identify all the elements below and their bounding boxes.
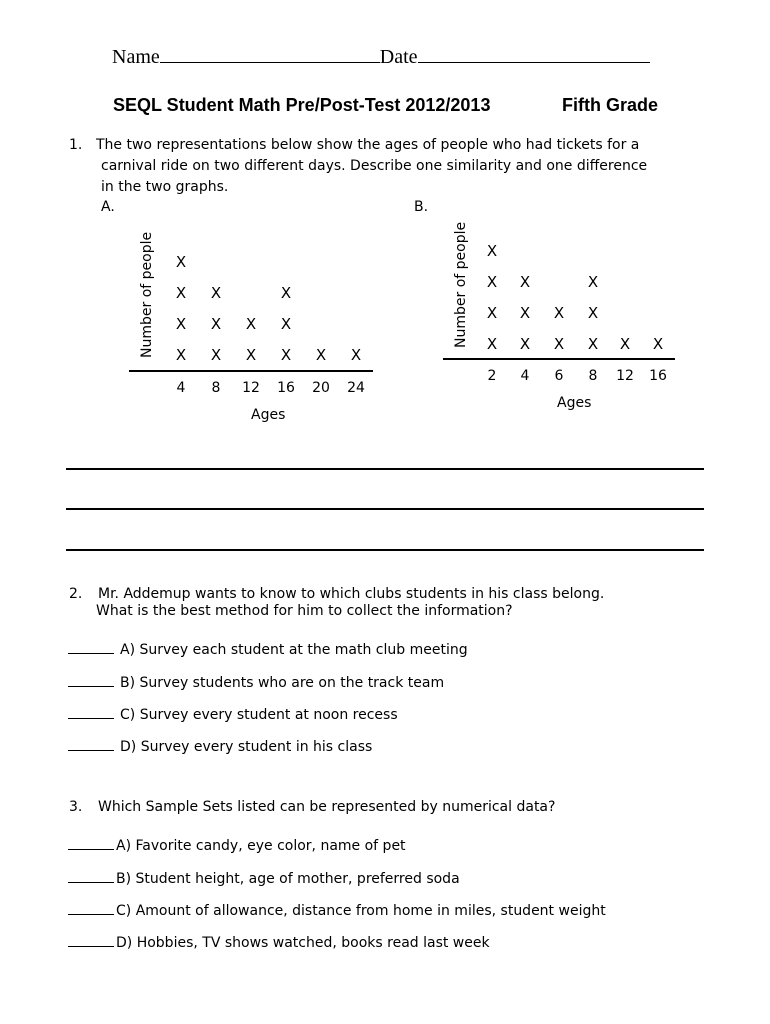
chart-b-tick-12: 12 [616,368,634,384]
q3-option-c-blank[interactable] [68,901,114,915]
q3-option-c-label: C) [116,903,132,919]
q2-option-d-blank[interactable] [68,737,114,751]
chart-a-mark-16-3: X [280,284,292,302]
date-blank[interactable] [418,49,650,63]
q3-option-c-text: Amount of allowance, distance from home in miles, student weight [135,903,606,919]
chart-b-tick-8: 8 [588,368,598,384]
chart-a-tick-12: 12 [242,380,260,396]
q2-option-c[interactable] [68,705,398,723]
chart-a-mark-4-4: X [175,253,187,271]
q3-option-d[interactable] [68,933,490,951]
chart-b-mark-6-1: X [553,335,565,353]
chart-a-tick-16: 16 [277,380,295,396]
chart-a-tick-24: 24 [347,380,365,396]
date-label: Date [379,46,418,68]
q2-option-b-blank[interactable] [68,673,114,687]
answer-line-3[interactable] [66,549,704,551]
chart-b-mark-8-1: X [587,335,599,353]
q2-option-a-blank[interactable] [68,640,114,654]
chart-a-mark-8-3: X [210,284,222,302]
test-title: SEQL Student Math Pre/Post-Test 2012/2013 [113,95,491,115]
chart-a-label: A. [101,199,115,215]
chart-b-mark-2-1: X [486,335,498,353]
chart-b-mark-6-2: X [553,304,565,322]
q3-option-a-label: A) [116,838,132,854]
q2-option-d[interactable] [68,737,372,755]
q2-option-b-label: B) [120,675,136,691]
chart-b-mark-2-2: X [486,304,498,322]
chart-a-axis-line [129,370,373,372]
q2-option-d-text: Survey every student in his class [140,739,373,755]
q3-option-a[interactable] [68,836,406,854]
q3-option-b-blank[interactable] [68,869,114,883]
chart-a-tick-20: 20 [312,380,330,396]
q1-text-line2: carnival ride on two different days. Describe one similarity and one difference [101,158,648,174]
chart-b-mark-4-2: X [519,304,531,322]
chart-b-mark-12-1: X [619,335,631,353]
name-label: Name [112,46,160,68]
q3-option-d-text: Hobbies, TV shows watched, books read last week [136,935,490,951]
q3-option-d-blank[interactable] [68,933,114,947]
chart-b-axis-line [443,358,675,360]
chart-b-mark-16-1: X [652,335,664,353]
chart-a-ylabel: Number of people [139,231,155,358]
chart-a-mark-12-1: X [245,346,257,364]
name-field[interactable] [112,46,650,69]
chart-a-mark-8-1: X [210,346,222,364]
chart-b-tick-6: 6 [554,368,564,384]
q3-option-c[interactable] [68,901,606,919]
chart-a-mark-16-2: X [280,315,292,333]
chart-a-tick-8: 8 [211,380,221,396]
q2-text-line1: Mr. Addemup wants to know to which clubs students in his class belong. [98,586,605,602]
answer-line-1[interactable] [66,468,704,470]
q2-option-c-text: Survey every student at noon recess [139,707,398,723]
chart-a-mark-12-2: X [245,315,257,333]
chart-a-tick-4: 4 [176,380,186,396]
q2-option-b[interactable] [68,673,444,691]
q1-text-line3: in the two graphs. [101,179,229,195]
q2-number: 2. [69,586,83,602]
q2-option-a-label: A) [120,642,136,658]
q1-number: 1. [69,137,83,153]
q2-option-c-blank[interactable] [68,705,114,719]
name-blank[interactable] [160,49,380,63]
q3-option-a-text: Favorite candy, eye color, name of pet [135,838,406,854]
q2-text-line2: What is the best method for him to collect the information? [96,603,513,619]
chart-b-mark-4-1: X [519,335,531,353]
chart-a-xlabel: Ages [251,407,286,423]
q3-option-a-blank[interactable] [68,836,114,850]
chart-b-xlabel: Ages [557,395,592,411]
chart-b-mark-8-3: X [587,273,599,291]
q3-option-d-label: D) [116,935,133,951]
chart-b-mark-8-2: X [587,304,599,322]
q3-option-b-text: Student height, age of mother, preferred soda [135,871,460,887]
chart-a-mark-24-1: X [350,346,362,364]
chart-a-mark-4-3: X [175,284,187,302]
chart-b-tick-2: 2 [487,368,497,384]
q2-option-b-text: Survey students who are on the track team [139,675,445,691]
chart-b-tick-16: 16 [649,368,667,384]
grade-label: Fifth Grade [562,95,659,115]
chart-a-mark-8-2: X [210,315,222,333]
chart-b-tick-4: 4 [520,368,530,384]
q1-text-line1: The two representations below show the ages of people who had tickets for a [96,137,640,153]
chart-b-ylabel: Number of people [453,221,469,348]
q3-option-b[interactable] [68,869,460,887]
chart-b-mark-2-4: X [486,242,498,260]
q2-option-a-text: Survey each student at the math club meeting [139,642,468,658]
q2-option-d-label: D) [120,739,137,755]
chart-b-label: B. [414,199,429,215]
answer-line-2[interactable] [66,508,704,510]
q3-number: 3. [69,799,83,815]
chart-a-mark-4-1: X [175,346,187,364]
chart-a-mark-20-1: X [315,346,327,364]
chart-a-mark-16-1: X [280,346,292,364]
q3-option-b-label: B) [116,871,132,887]
chart-a-mark-4-2: X [175,315,187,333]
q3-text-line1: Which Sample Sets listed can be represented by numerical data? [98,799,556,815]
chart-b-mark-2-3: X [486,273,498,291]
chart-b-mark-4-3: X [519,273,531,291]
q2-option-c-label: C) [120,707,136,723]
q2-option-a[interactable] [68,640,468,658]
